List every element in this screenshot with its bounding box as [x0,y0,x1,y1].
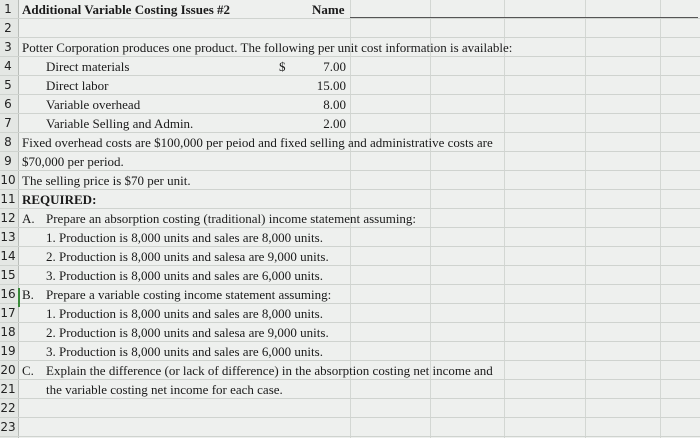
part-b-item[interactable]: 3. Production is 8,000 units and sales are 6,000 units. [46,344,323,359]
row-number[interactable]: 12 [0,211,16,225]
part-c-text[interactable]: Explain the difference (or lack of difference) in the absorption costing net income and [46,363,493,378]
row-number[interactable]: 1 [4,2,12,16]
part-a-item[interactable]: 3. Production is 8,000 units and sales are 6,000 units. [46,268,323,283]
part-a-item[interactable]: 1. Production is 8,000 units and sales are 8,000 units. [46,230,323,245]
cost-amount[interactable]: 7.00 [323,59,346,74]
fixed-costs-text[interactable]: Fixed overhead costs are $100,000 per peiod and fixed selling and administrative costs are [22,135,493,150]
row-number[interactable]: 14 [0,249,16,263]
row-number[interactable]: 7 [4,116,12,130]
row-number[interactable]: 9 [4,154,12,168]
row-number[interactable]: 23 [0,420,16,434]
row-number[interactable]: 13 [0,230,16,244]
part-a-text[interactable]: Prepare an absorption costing (traditional) income statement assuming: [46,211,417,226]
cost-amount[interactable]: 8.00 [323,97,346,112]
part-b-letter[interactable]: B. [22,287,34,302]
cost-currency[interactable]: $ [279,59,286,74]
row-number[interactable]: 5 [4,78,12,92]
row-number[interactable]: 11 [0,192,16,206]
row-number[interactable]: 17 [0,306,16,320]
sheet-row[interactable] [0,399,700,418]
intro-text[interactable]: Potter Corporation produces one product. The following per unit cost information is available: [22,40,513,55]
part-b-item[interactable]: 2. Production is 8,000 units and salesa are 9,000 units. [46,325,329,340]
row-number[interactable]: 19 [0,344,16,358]
sheet-title[interactable]: Additional Variable Costing Issues #2 [22,2,231,17]
sheet-row[interactable] [0,190,700,209]
row-number[interactable]: 6 [4,97,12,111]
row-number[interactable]: 16 [0,287,16,301]
selling-price-text[interactable]: The selling price is $70 per unit. [22,173,191,188]
row-number[interactable]: 10 [0,173,16,187]
cost-label[interactable]: Variable Selling and Admin. [46,116,194,131]
row-number[interactable]: 2 [4,21,12,35]
cost-label[interactable]: Variable overhead [46,97,141,112]
sheet-row[interactable] [0,418,700,437]
name-label[interactable]: Name [312,2,345,17]
fixed-costs-text-cont[interactable]: $70,000 per period. [22,154,124,169]
cost-amount[interactable]: 15.00 [316,78,346,93]
cost-amount[interactable]: 2.00 [323,116,346,131]
row-number[interactable]: 21 [0,382,16,396]
name-input-line[interactable] [350,17,698,18]
row-number[interactable]: 8 [4,135,12,149]
part-a-letter[interactable]: A. [22,211,35,226]
part-b-text[interactable]: Prepare a variable costing income statement assuming: [46,287,332,302]
row-number[interactable]: 18 [0,325,16,339]
part-a-item[interactable]: 2. Production is 8,000 units and salesa are 9,000 units. [46,249,329,264]
row-number[interactable]: 20 [0,363,16,377]
row-number[interactable]: 15 [0,268,16,282]
row-number[interactable]: 3 [4,40,12,54]
cost-label[interactable]: Direct labor [46,78,109,93]
required-heading[interactable]: REQUIRED: [22,192,97,207]
row-number[interactable]: 22 [0,401,16,415]
part-b-item[interactable]: 1. Production is 8,000 units and sales are 8,000 units. [46,306,323,321]
sheet-row[interactable] [0,19,700,38]
row-number[interactable]: 4 [4,59,12,73]
part-c-letter[interactable]: C. [22,363,34,378]
active-cell-marker [18,288,20,307]
part-c-text-cont[interactable]: the variable costing net income for each case. [46,382,283,397]
cost-label[interactable]: Direct materials [46,59,130,74]
